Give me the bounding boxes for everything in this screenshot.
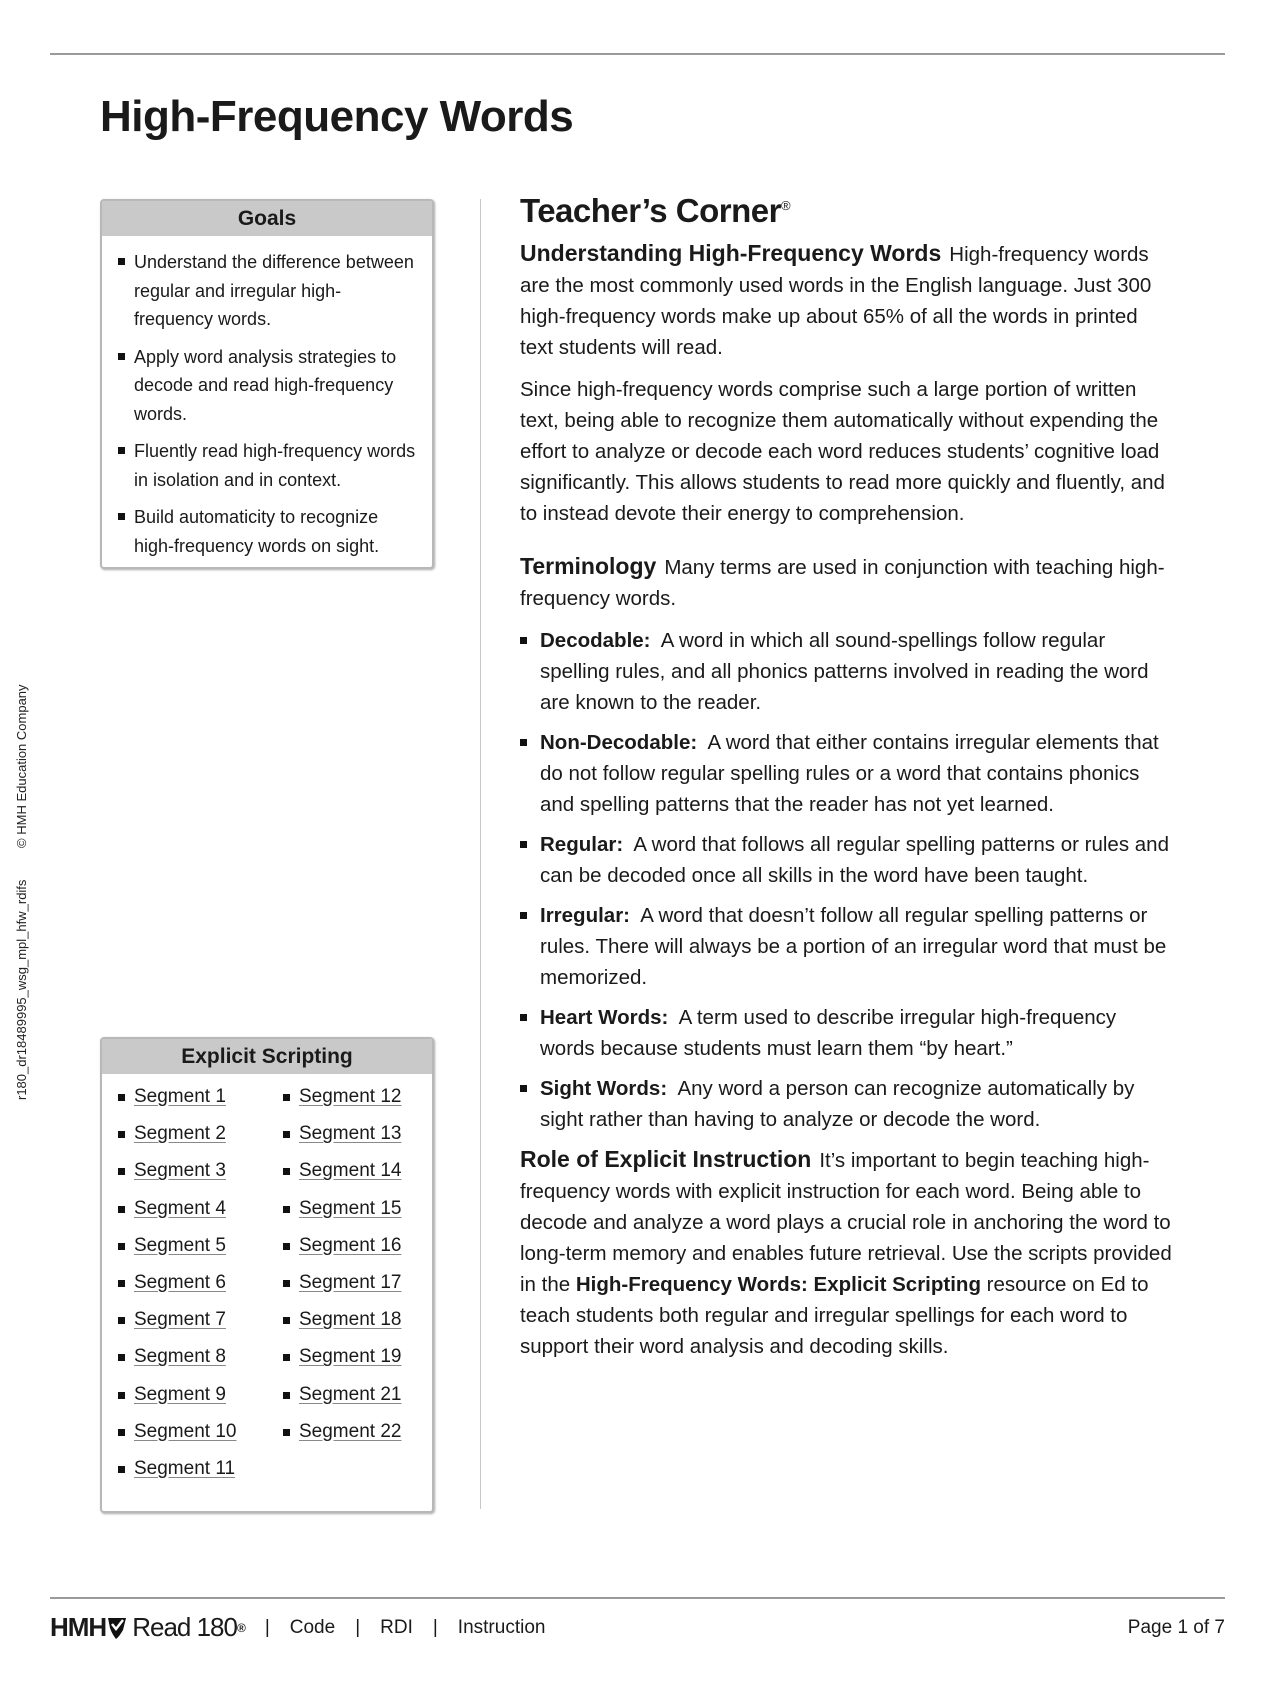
term-item (520, 829, 1175, 891)
term-definition: A word that follows all regular spelling patterns or rules and can be decoded once all skills in the word have been taught. (540, 833, 1169, 887)
segment-item (283, 1123, 433, 1160)
role-text-end: resource on Ed to teach students both regular and irregular spellings for each word to support their word analysis and decoding skills. (520, 1273, 1149, 1358)
column-divider (480, 199, 481, 1509)
segment-link[interactable]: Segment 17 (299, 1271, 402, 1293)
segment-item (118, 1198, 283, 1235)
term-definition: A term used to describe irregular high-frequency words because students must learn them “by heart.” (540, 1006, 1117, 1060)
term-item (520, 1002, 1175, 1064)
footer-rule (50, 1597, 1225, 1599)
segment-link[interactable]: Segment 2 (134, 1123, 226, 1145)
bullet-icon (283, 1429, 290, 1436)
segment-item (118, 1346, 283, 1383)
bullet-icon (118, 1094, 125, 1101)
goals-box (100, 199, 434, 569)
goal-item (118, 437, 420, 494)
hmh-read180-logo (50, 1612, 245, 1643)
bullet-icon (283, 1354, 290, 1361)
separator: | (355, 1616, 361, 1638)
segment-link[interactable]: Segment 15 (299, 1197, 402, 1219)
goal-item (118, 503, 420, 560)
segment-item (118, 1458, 283, 1495)
bullet-icon (520, 912, 527, 919)
footer-rdi: RDI (380, 1616, 413, 1638)
segment-item (118, 1309, 283, 1346)
segment-item (118, 1235, 283, 1272)
bullet-icon (520, 841, 527, 848)
bullet-icon (283, 1094, 290, 1101)
goal-text: Fluently read high-frequency words in isolation and in context. (134, 441, 416, 490)
term-name: Sight Words: (540, 1077, 668, 1100)
bullet-icon (118, 1317, 125, 1324)
segment-item (283, 1421, 433, 1458)
role-paragraph (520, 1144, 1175, 1362)
segment-item (283, 1235, 433, 1272)
page-number: Page 1 of 7 (1127, 1616, 1225, 1638)
bullet-icon (118, 1354, 125, 1361)
understanding-paragraph (520, 238, 1175, 363)
segment-link[interactable]: Segment 3 (134, 1160, 226, 1182)
segment-item (118, 1421, 283, 1458)
bullet-icon (520, 637, 527, 644)
term-name: Heart Words: (540, 1006, 669, 1029)
bullet-icon (118, 1392, 125, 1399)
segment-link[interactable]: Segment 21 (299, 1383, 402, 1405)
term-name: Decodable: (540, 629, 651, 652)
goal-text: Understand the difference between regular and irregular high-frequency words. (134, 252, 414, 329)
page-title: High-Frequency Words (100, 92, 574, 141)
bullet-icon (118, 353, 125, 360)
goal-text: Build automaticity to recognize high-frequency words on sight. (134, 507, 380, 556)
terminology-heading: Terminology (520, 553, 657, 579)
segment-link[interactable]: Segment 4 (134, 1197, 226, 1219)
terminology-intro: Many terms are used in conjunction with teaching high-frequency words. (520, 556, 1165, 610)
terminology-paragraph (520, 551, 1175, 614)
bullet-icon (118, 258, 125, 265)
top-rule (50, 53, 1225, 55)
logo-hmh: HMH (50, 1612, 107, 1642)
segment-item (118, 1384, 283, 1421)
term-item (520, 727, 1175, 820)
segment-links (102, 1074, 432, 1495)
teachers-corner (520, 190, 1175, 1373)
registered-mark: ® (781, 198, 791, 213)
teachers-corner-heading (520, 190, 1175, 229)
explicit-scripting-box (100, 1037, 434, 1513)
segment-item (283, 1309, 433, 1346)
bullet-icon (118, 513, 125, 520)
term-item (520, 625, 1175, 718)
role-heading: Role of Explicit Instruction (520, 1146, 812, 1172)
bullet-icon (118, 1243, 125, 1250)
term-item (520, 1073, 1175, 1135)
term-name: Non-Decodable: (540, 731, 698, 754)
segment-link[interactable]: Segment 1 (134, 1086, 226, 1107)
separator: | (264, 1616, 270, 1638)
terms-list (520, 625, 1175, 1135)
bullet-icon (283, 1243, 290, 1250)
segment-item (283, 1160, 433, 1197)
term-definition: A word that doesn’t follow all regular spelling patterns or rules. There will always be a portion of an irregular word that must be memorized. (540, 904, 1167, 989)
term-definition: A word that either contains irregular elements that do not follow regular spelling rules or a word that contains phonics and spelling patterns that the reader has not yet learned. (540, 731, 1159, 816)
term-item (520, 900, 1175, 993)
bullet-icon (283, 1206, 290, 1213)
segment-item (283, 1086, 433, 1123)
bullet-icon (283, 1168, 290, 1175)
understanding-paragraph-2: Since high-frequency words comprise such a large portion of written text, being able to recognize them automatically without expending the effort to analyze or decode each word reduces students’ cognitive load significantly. This allows students to read more quickly and fluently, and to instead devote their energy to comprehension. (520, 378, 1165, 525)
bullet-icon (283, 1317, 290, 1324)
bullet-icon (118, 1466, 125, 1473)
bullet-icon (118, 1206, 125, 1213)
understanding-text: High-frequency words are the most commonly used words in the English language. Just 300 high-frequency words make up about 65% of all the words in printed text students will read. (520, 243, 1152, 359)
copyright: © HMH Education Company (14, 684, 29, 848)
segment-link[interactable]: Segment 16 (299, 1234, 402, 1256)
segment-item (283, 1346, 433, 1383)
bullet-icon (283, 1392, 290, 1399)
footer-code: Code (289, 1616, 336, 1638)
segment-link[interactable]: Segment 18 (299, 1309, 402, 1331)
segment-link[interactable]: Segment 22 (299, 1420, 402, 1442)
segment-item (118, 1272, 283, 1309)
segment-item (283, 1198, 433, 1235)
goal-item (118, 343, 420, 429)
segment-link[interactable]: Segment 14 (299, 1160, 402, 1182)
segment-item (283, 1272, 433, 1309)
segment-link[interactable]: Segment 9 (134, 1383, 226, 1405)
document-code: r180_dr18489995_wsg_mpl_hfw_rdifs (14, 879, 29, 1100)
segment-link[interactable]: Segment 19 (299, 1346, 402, 1368)
bullet-icon (520, 1085, 527, 1092)
term-name: Regular: (540, 833, 624, 856)
bullet-icon (520, 1014, 527, 1021)
segment-link[interactable]: Segment 13 (299, 1123, 402, 1145)
segment-link[interactable]: Segment 7 (134, 1309, 226, 1331)
explicit-scripting-heading: Explicit Scripting (102, 1039, 432, 1074)
segment-item (283, 1384, 433, 1421)
understanding-heading: Understanding High-Frequency Words (520, 240, 942, 266)
logo-product: Read 180 (132, 1612, 237, 1642)
bullet-icon (118, 1429, 125, 1436)
bullet-icon (283, 1131, 290, 1138)
term-definition: Any word a person can recognize automatically by sight rather than having to analyze or decode the word. (540, 1077, 1135, 1131)
side-metadata (14, 656, 29, 1100)
bullet-icon (118, 1280, 125, 1287)
heading-text: Teacher’s Corner (520, 192, 781, 229)
resource-name: High-Frequency Words: Explicit Scripting (575, 1273, 981, 1296)
bullet-icon (283, 1280, 290, 1287)
bullet-icon (118, 1168, 125, 1175)
term-name: Irregular: (540, 904, 630, 927)
footer (50, 1612, 1225, 1643)
segment-item (118, 1123, 283, 1160)
footer-instruction: Instruction (457, 1616, 546, 1638)
goals-list (102, 236, 432, 560)
shield-check-icon (106, 1616, 128, 1640)
bullet-icon (118, 447, 125, 454)
segment-item (118, 1160, 283, 1197)
goals-heading: Goals (102, 201, 432, 236)
bullet-icon (520, 739, 527, 746)
separator: | (432, 1616, 438, 1638)
segment-item (118, 1086, 283, 1123)
segment-link[interactable]: Segment 8 (134, 1346, 226, 1368)
segment-link[interactable]: Segment 11 (134, 1457, 236, 1479)
bullet-icon (118, 1131, 125, 1138)
goal-text: Apply word analysis strategies to decode and read high-frequency words. (134, 346, 397, 424)
role-text: It’s important to begin teaching high-frequency words with explicit instruction for each word. Being able to decode and analyze a word plays a crucial role in anchoring the word to long-term memory and enables future retrieval. Use the scripts provided in the (520, 1149, 1172, 1296)
term-definition: A word in which all sound-spellings follow regular spelling rules, and all phonics patterns involved in reading the word are known to the reader. (540, 629, 1149, 714)
segment-link[interactable]: Segment 5 (134, 1234, 226, 1256)
segment-link[interactable]: Segment 6 (134, 1271, 226, 1293)
logo-mark: ® (236, 1620, 245, 1635)
segment-link[interactable]: Segment 10 (134, 1420, 237, 1442)
goal-item (118, 248, 420, 334)
segment-link[interactable]: Segment 12 (299, 1086, 402, 1107)
